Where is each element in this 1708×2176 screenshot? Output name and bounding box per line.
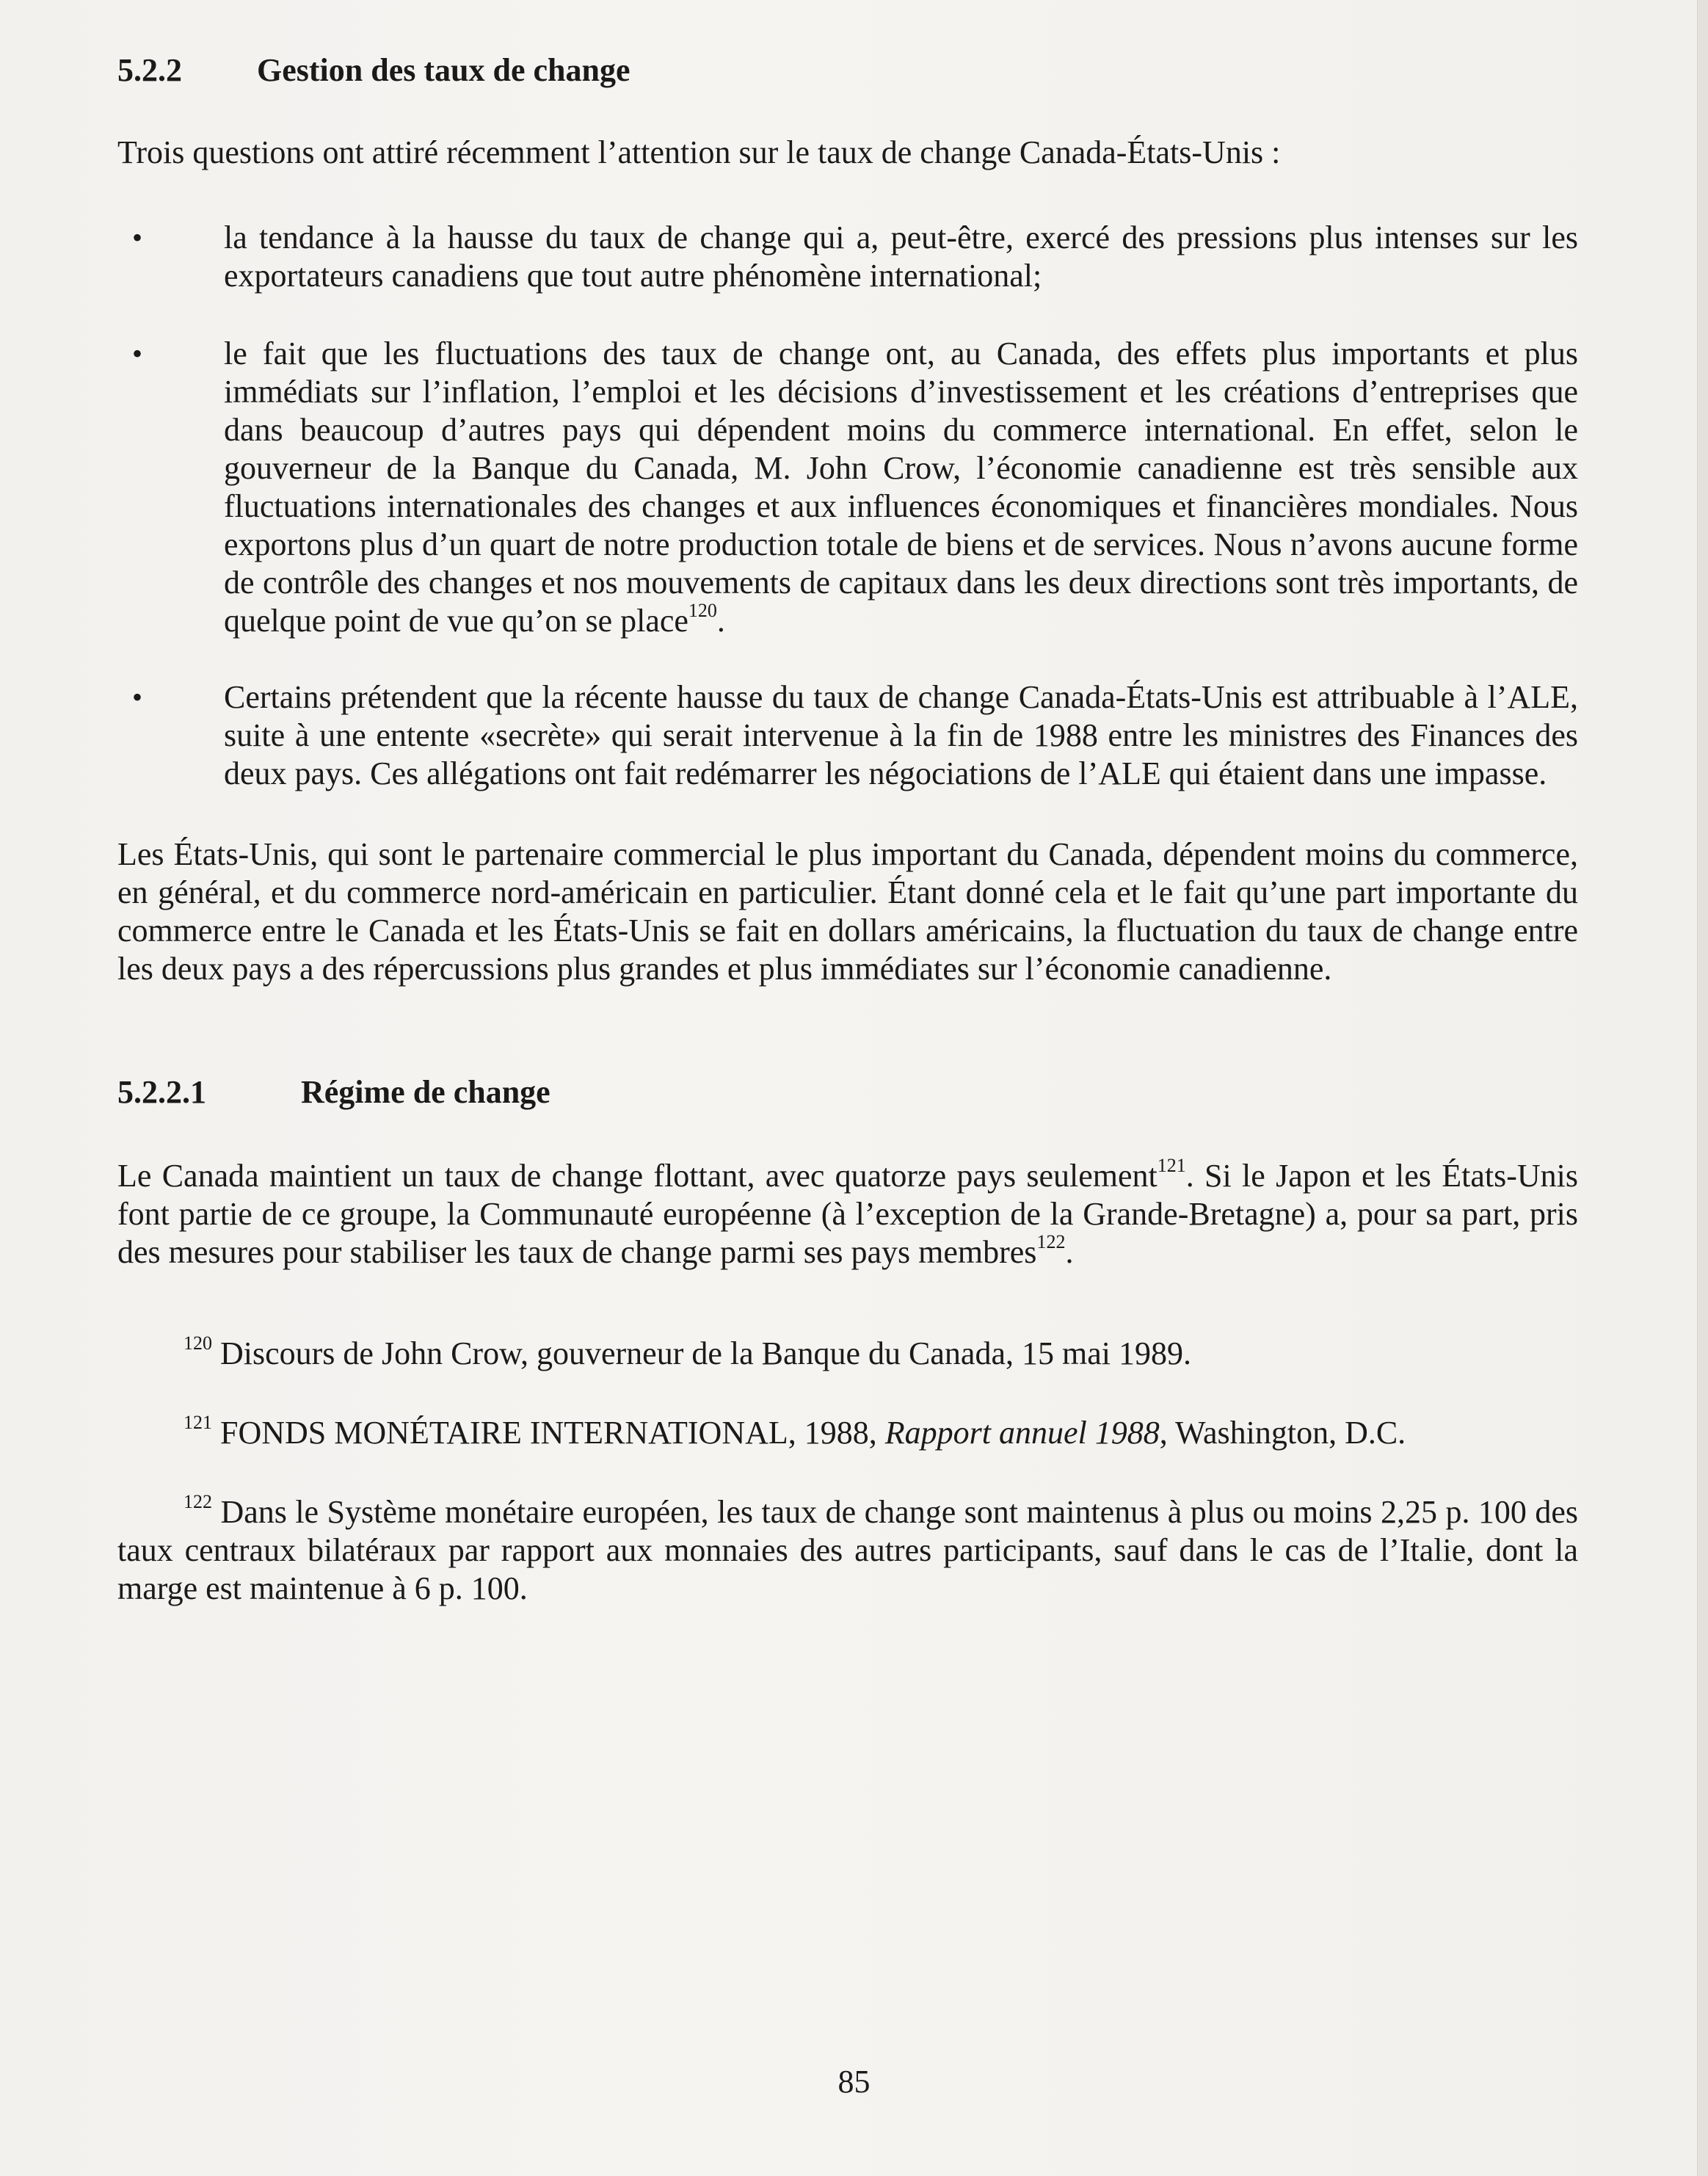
- footnote-number: 122: [183, 1491, 212, 1513]
- page-content: [117, 51, 1578, 1608]
- footnote-text: Dans le Système monétaire européen, les taux de change sont maintenus à plus ou moins 2,25 p. 100 des taux centraux bilatéraux par rapport aux monnaies des autres participants, sauf dans le cas de l’Italie, dont la marge est maintenue à 6 p. 100.: [117, 1494, 1578, 1606]
- bullet-item: [117, 335, 1578, 640]
- bullet-icon: •: [132, 221, 143, 254]
- footnote-italic-title: Rapport annuel 1988: [884, 1415, 1160, 1451]
- footnote: [117, 1493, 1578, 1608]
- bullet-text: le fait que les fluctuations des taux de change ont, au Canada, des effets plus importants et plus immédiats sur l’inflation, l’emploi et les décisions d’investissement et les créations d’entreprises que dans beaucoup d’autres pays qui dépendent moins du commerce international. En effet, selon le gouverneur de la Banque du Canada, M. John Crow, l’économie canadienne est très sensible aux fluctuations internationales des changes et aux influences économiques et financières mondiales. Nous exportons plus d’un quart de notre production totale de biens et de services. Nous n’avons aucune forme de contrôle des changes et nos mouvements de capitaux dans les deux directions sont très importants, de quelque point de vue qu’on se place: [224, 336, 1578, 639]
- section-number: 5.2.2: [117, 52, 182, 88]
- subsection-heading: [117, 1073, 1578, 1111]
- section-paragraph: Les États-Unis, qui sont le partenaire commercial le plus important du Canada, dépendent moins du commerce, en général, et du commerce nord-américain en particulier. Étant donné cela et le fait qu’une part importante du commerce entre le Canada et les États-Unis se fait en dollars américains, la fluctuation du taux de change entre les deux pays a des répercussions plus grandes et plus immédiates sur l’économie canadienne.: [117, 836, 1578, 987]
- bullet-text-end: .: [716, 603, 725, 639]
- bullet-list: [117, 219, 1578, 793]
- section-heading: [117, 51, 1578, 90]
- subsection-paragraph: [117, 1157, 1578, 1272]
- footnote-number: 120: [183, 1332, 212, 1354]
- footnote: [117, 1414, 1578, 1452]
- footnotes: [117, 1332, 1578, 1608]
- section-title: Gestion des taux de change: [257, 52, 630, 88]
- subsection-title: Régime de change: [301, 1074, 550, 1110]
- footnote: [117, 1332, 1578, 1373]
- footnote-ref: 121: [1157, 1155, 1186, 1177]
- page-number: 85: [837, 2064, 871, 2100]
- subsection-number: 5.2.2.1: [117, 1074, 206, 1110]
- footnote-ref: 120: [688, 600, 717, 622]
- bullet-icon: •: [132, 337, 143, 370]
- footnote-number: 121: [183, 1412, 212, 1434]
- footnote-ref: 122: [1036, 1231, 1066, 1253]
- bullet-text: Certains prétendent que la récente hausse du taux de change Canada-États-Unis est attribuable à l’ALE, suite à une entente «secrète» qui serait intervenue à la fin de 1988 entre les ministres des Finances des deux pays. Ces allégations ont fait redémarrer les négociations de l’ALE qui étaient dans une impasse.: [224, 679, 1578, 791]
- bullet-item: [117, 219, 1578, 295]
- paragraph-text: .: [1065, 1234, 1074, 1270]
- footnote-text: Discours de John Crow, gouverneur de la Banque du Canada, 15 mai 1989.: [220, 1335, 1191, 1371]
- bullet-text: la tendance à la hausse du taux de change qui a, peut-être, exercé des pressions plus intenses sur les exportateurs canadiens que tout autre phénomène international;: [224, 220, 1578, 294]
- footnote-text: FONDS MONÉTAIRE INTERNATIONAL, 1988,: [220, 1415, 885, 1451]
- bullet-icon: •: [132, 681, 143, 714]
- page-edge: [1697, 0, 1708, 2176]
- bullet-item: [117, 678, 1578, 793]
- footnote-text: , Washington, D.C.: [1159, 1415, 1406, 1451]
- paragraph-text: Le Canada maintient un taux de change flottant, avec quatorze pays seulement: [117, 1158, 1158, 1194]
- paragraph-text: . Si le Japon et les États-Unis font partie de ce groupe, la Communauté européenne (à l’exception de la Grande-Bretagne) a, pour sa part, pris des mesures pour stabiliser les taux de change parmi ses pays membres: [117, 1158, 1578, 1270]
- section-intro: Trois questions ont attiré récemment l’attention sur le taux de change Canada-États-Unis :: [117, 134, 1281, 170]
